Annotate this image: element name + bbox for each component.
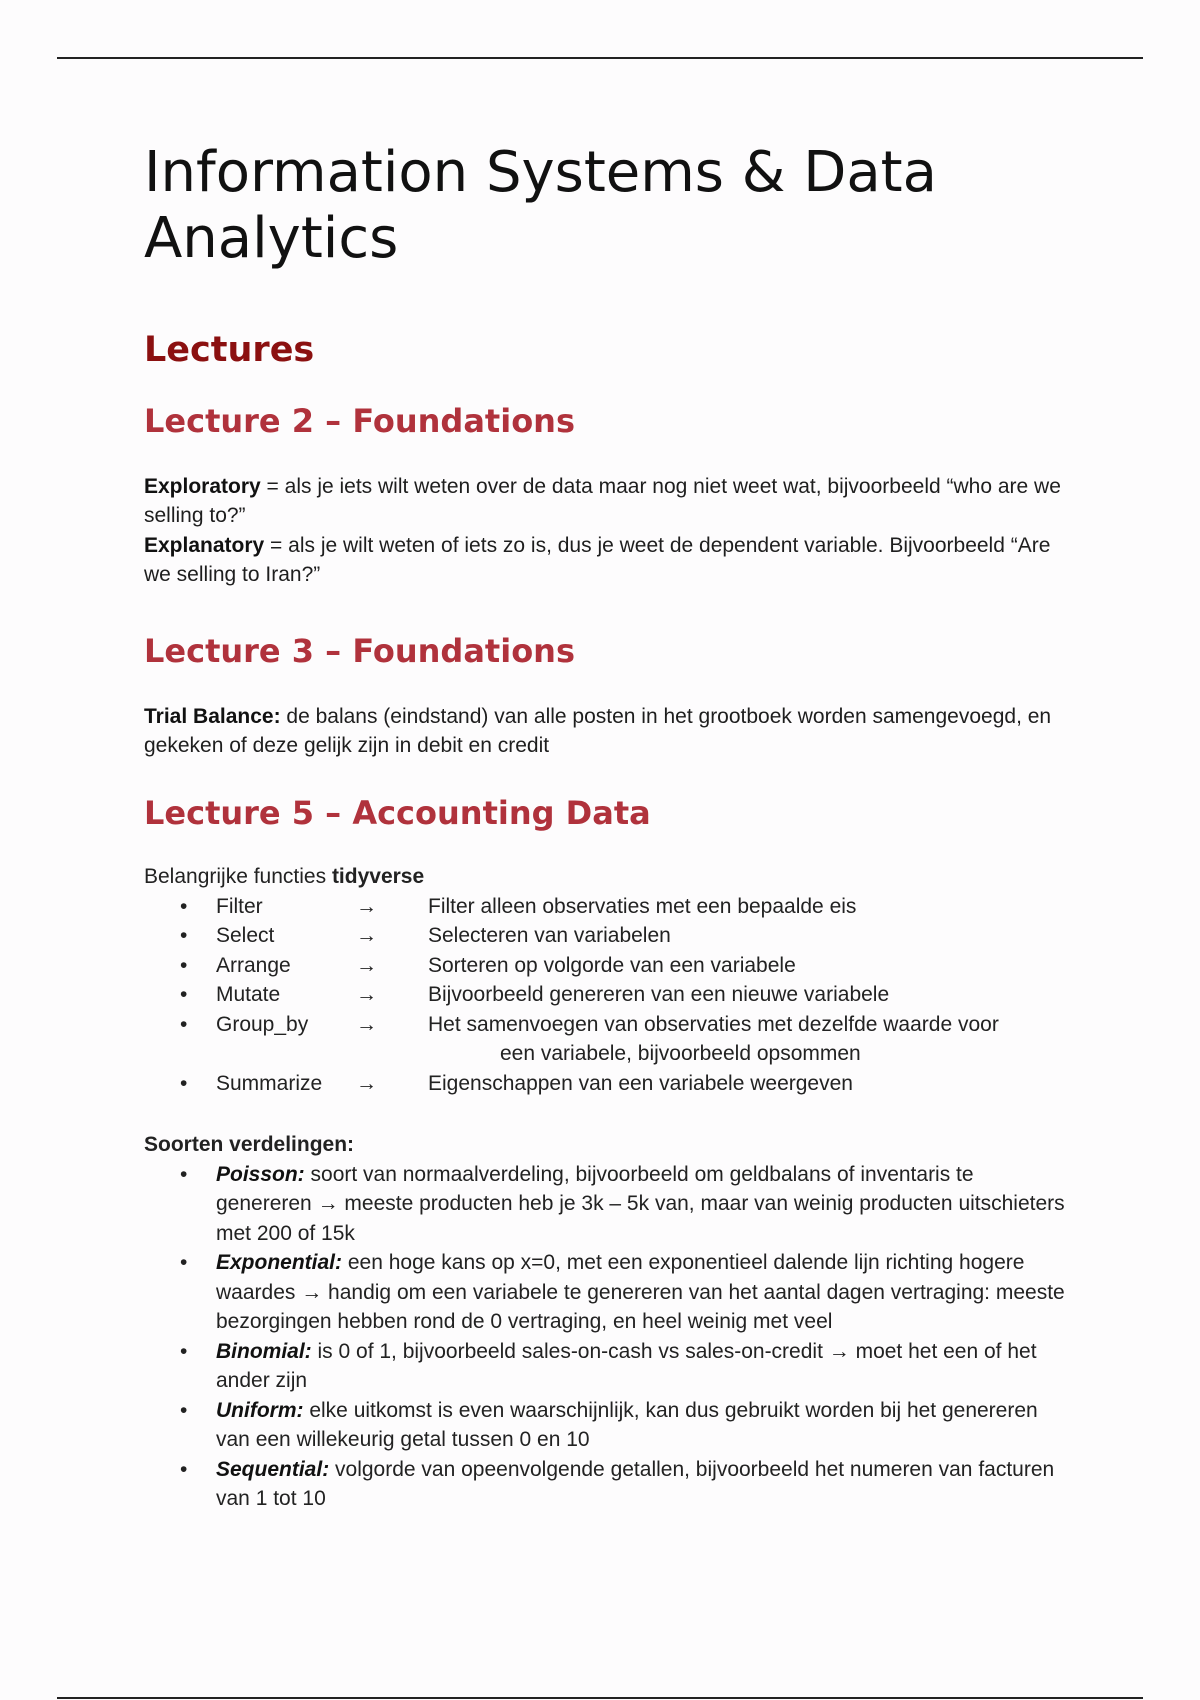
intro-text: Belangrijke functies	[144, 865, 332, 888]
function-name: Arrange	[216, 953, 291, 977]
paragraph-explanatory	[144, 531, 1074, 589]
term-exploratory: Exploratory	[144, 475, 261, 498]
distributions-heading-text: Soorten verdelingen:	[144, 1133, 355, 1156]
list-item	[144, 1010, 1074, 1040]
text-exploratory: = als je iets wilt weten over de data maar nog niet weet wat, bijvoorbeeld “who are we selling to?”	[144, 475, 1061, 527]
tidyverse-functions	[144, 862, 1074, 1098]
list-item	[144, 1248, 1074, 1337]
top-rule	[57, 57, 1143, 59]
text-explanatory: = als je wilt weten of iets zo is, dus je weet de dependent variable. Bijvoorbeeld “Are we selling to Iran?”	[144, 534, 1051, 586]
distribution-text	[216, 1396, 1066, 1455]
distribution-text	[216, 1248, 1066, 1337]
arrow-icon: →	[356, 1071, 377, 1095]
distribution-desc: een hoge kans op x=0, met een exponentieel dalende lijn richting hogere waardes → handig om een variabele te genereren van het aantal dagen vertraging: meeste bezorgingen hebben rond de 0 vertraging, en heel weinig met veel	[216, 1251, 1065, 1333]
distribution-term: Uniform:	[216, 1398, 304, 1422]
arrow-icon: →	[356, 924, 377, 947]
function-desc: Het samenvoegen van observaties met dezelfde waarde voor	[428, 1012, 999, 1036]
distribution-term: Poisson:	[216, 1162, 305, 1186]
function-name: Group_by	[216, 1012, 309, 1036]
bullet: •	[180, 1398, 188, 1422]
distribution-text	[216, 1160, 1066, 1249]
distribution-text	[216, 1455, 1066, 1514]
arrow-icon: →	[356, 894, 377, 918]
heading-lecture-3: Lecture 3 – Foundations	[144, 632, 575, 670]
function-desc: Filter alleen observaties met een bepaalde eis	[428, 894, 857, 918]
distribution-desc: is 0 of 1, bijvoorbeeld sales-on-cash vs sales-on-credit → moet het een of het ander zijn	[216, 1339, 1037, 1392]
list-item	[144, 892, 1074, 922]
list-item	[144, 951, 1074, 981]
distribution-desc: elke uitkomst is even waarschijnlijk, kan dus gebruikt worden bij het genereren van een willekeurig getal tussen 0 en 10	[216, 1398, 1038, 1451]
bottom-rule	[57, 1697, 1143, 1699]
function-desc: Bijvoorbeeld genereren van een nieuwe variabele	[428, 983, 890, 1006]
distribution-text	[216, 1337, 1066, 1396]
distributions-heading	[144, 1130, 1074, 1160]
list-item	[144, 1160, 1074, 1249]
list-item	[144, 1396, 1074, 1455]
functions-intro	[144, 862, 1074, 892]
distribution-term: Exponential:	[216, 1251, 343, 1274]
document-body	[144, 140, 1065, 1510]
bullet: •	[180, 894, 188, 918]
document-title: Information Systems & Data Analytics	[144, 140, 937, 271]
list-item	[144, 980, 1074, 1010]
bullet: •	[180, 1012, 188, 1036]
term-trial-balance: Trial Balance:	[144, 705, 281, 728]
term-explanatory: Explanatory	[144, 534, 265, 557]
function-name: Filter	[216, 894, 263, 918]
function-desc: Selecteren van variabelen	[428, 924, 671, 947]
distribution-term: Binomial:	[216, 1339, 312, 1363]
intro-bold: tidyverse	[331, 865, 425, 888]
bullet: •	[180, 983, 188, 1006]
bullet: •	[180, 953, 188, 977]
distribution-term: Sequential:	[216, 1457, 330, 1481]
list-item	[144, 1337, 1074, 1396]
paragraph-exploratory	[144, 472, 1074, 530]
function-desc-continuation: een variabele, bijvoorbeeld opsommen	[500, 1042, 861, 1065]
list-item	[144, 1455, 1074, 1514]
heading-lecture-2: Lecture 2 – Foundations	[144, 402, 575, 440]
function-desc: Eigenschappen van een variabele weergeven	[428, 1071, 853, 1095]
arrow-icon: →	[356, 983, 377, 1006]
list-item	[144, 921, 1074, 951]
heading-lecture-5: Lecture 5 – Accounting Data	[144, 794, 651, 832]
bullet: •	[180, 924, 188, 947]
bullet: •	[180, 1251, 188, 1274]
function-name: Mutate	[216, 983, 281, 1006]
distribution-desc: soort van normaalverdeling, bijvoorbeeld om geldbalans of inventaris te genereren → meeste producten heb je 3k – 5k van, maar van weinig producten uitschieters met 200 of 15k	[216, 1162, 1065, 1245]
function-name: Select	[216, 924, 275, 947]
bullet: •	[180, 1162, 188, 1186]
section-heading-lectures: Lectures	[144, 330, 315, 370]
bullet: •	[180, 1457, 188, 1481]
function-name: Summarize	[216, 1071, 323, 1095]
function-desc: Sorteren op volgorde van een variabele	[428, 953, 796, 977]
bullet: •	[180, 1339, 188, 1363]
bullet: •	[180, 1071, 188, 1095]
distributions-section	[144, 1130, 1074, 1514]
arrow-icon: →	[356, 953, 377, 977]
arrow-icon: →	[356, 1012, 377, 1036]
distribution-desc: volgorde van opeenvolgende getallen, bijvoorbeeld het numeren van facturen van 1 tot 10	[216, 1457, 1055, 1510]
list-item	[144, 1069, 1074, 1099]
paragraph-trial-balance	[144, 702, 1074, 760]
text-trial-balance: de balans (eindstand) van alle posten in het grootboek worden samengevoegd, en gekeken of deze gelijk zijn in debit en credit	[144, 705, 1052, 757]
